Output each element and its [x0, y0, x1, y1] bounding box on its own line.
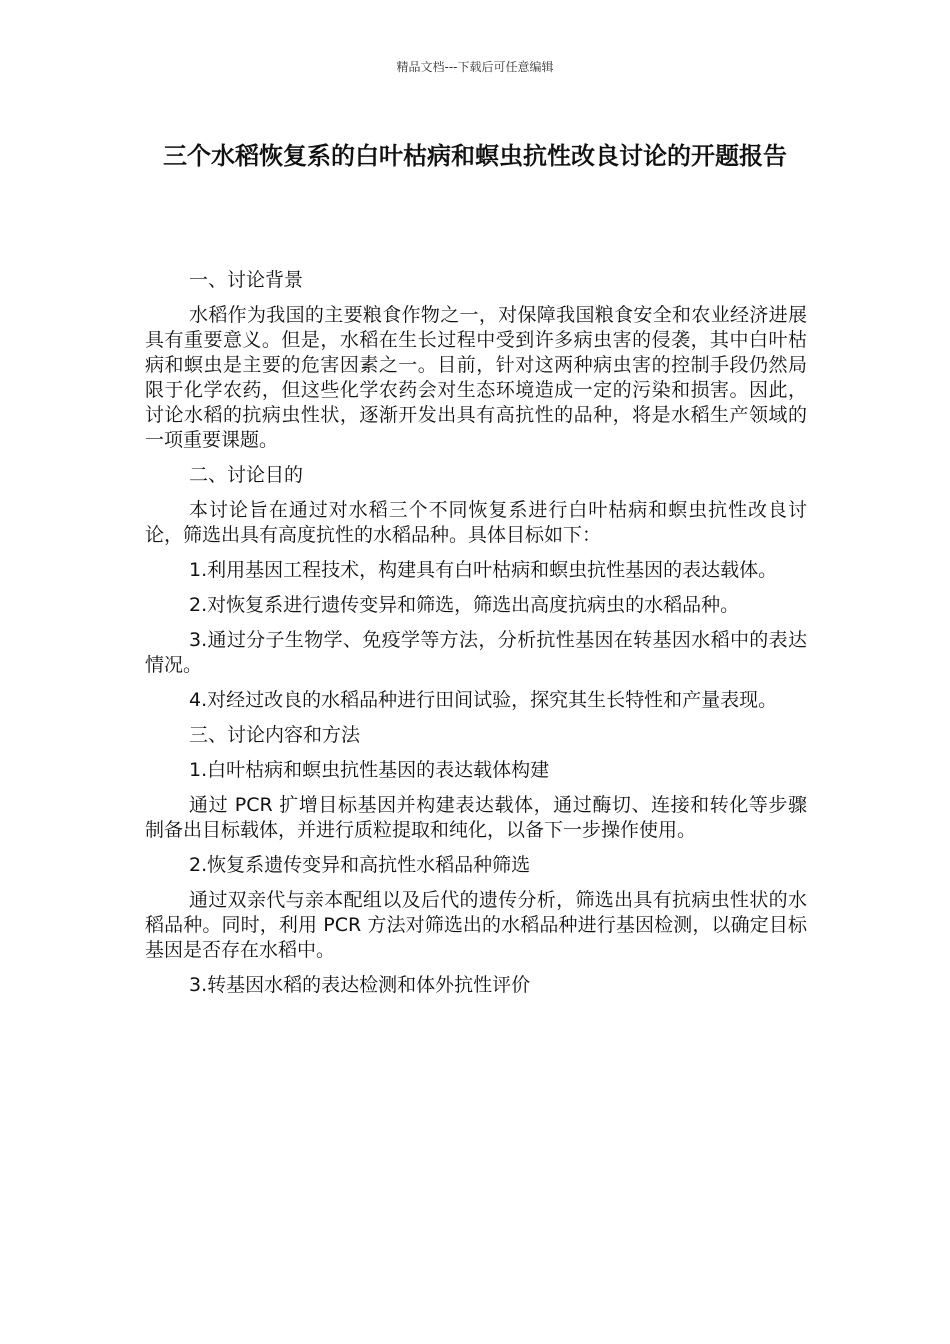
document-title: 三个水稻恢复系的白叶枯病和螟虫抗性改良讨论的开题报告 — [163, 142, 787, 170]
list-item-purpose-3: 3.通过分子生物学、免疫学等方法，分析抗性基因在转基因水稻中的表达情况。 — [145, 629, 807, 676]
list-item-purpose-1: 1.利用基因工程技术，构建具有白叶枯病和螟虫抗性基因的表达载体。 — [189, 559, 778, 581]
list-item-purpose-2: 2.对恢复系进行遗传变异和筛选，筛选出高度抗病虫的水稻品种。 — [189, 594, 740, 616]
paragraph-screening: 通过双亲代与亲本配组以及后代的遗传分析，筛选出具有抗病虫性状的水稻品种。同时，利用 PCR 方法对筛选出的水稻品种进行基因检测，以确定目标基因是否存在水稻中。 — [145, 889, 807, 961]
subheading-vector-construction: 1.白叶枯病和螟虫抗性基因的表达载体构建 — [189, 759, 550, 781]
paragraph-purpose: 本讨论旨在通过对水稻三个不同恢复系进行白叶枯病和螟虫抗性改良讨论，筛选出具有高度抗性的水稻品种。具体目标如下： — [145, 499, 807, 546]
paragraph-vector-construction: 通过 PCR 扩增目标基因并构建表达载体，通过酶切、连接和转化等步骤制备出目标载体，并进行质粒提取和纯化，以备下一步操作使用。 — [145, 794, 807, 841]
list-item-purpose-4: 4.对经过改良的水稻品种进行田间试验，探究其生长特性和产量表现。 — [189, 689, 778, 711]
header-note: 精品文档---下载后可任意编辑 — [396, 60, 554, 74]
document-body — [145, 268, 807, 998]
section-heading-methods: 三、讨论内容和方法 — [189, 724, 361, 746]
section-heading-purpose: 二、讨论目的 — [189, 464, 304, 486]
subheading-expression-detection: 3.转基因水稻的表达检测和体外抗性评价 — [189, 974, 531, 996]
subheading-screening: 2.恢复系遗传变异和高抗性水稻品种筛选 — [189, 854, 531, 876]
section-heading-background: 一、讨论背景 — [189, 269, 304, 291]
paragraph-background: 水稻作为我国的主要粮食作物之一，对保障我国粮食安全和农业经济进展具有重要意义。但是，水稻在生长过程中受到许多病虫害的侵袭，其中白叶枯病和螟虫是主要的危害因素之一。目前，针对这两种病虫害的控制手段仍然局限于化学农药，但这些化学农药会对生态环境造成一定的污染和损害。因此，讨论水稻的抗病虫性状，逐渐开发出具有高抗性的品种，将是水稻生产领域的一项重要课题。 — [145, 304, 807, 451]
